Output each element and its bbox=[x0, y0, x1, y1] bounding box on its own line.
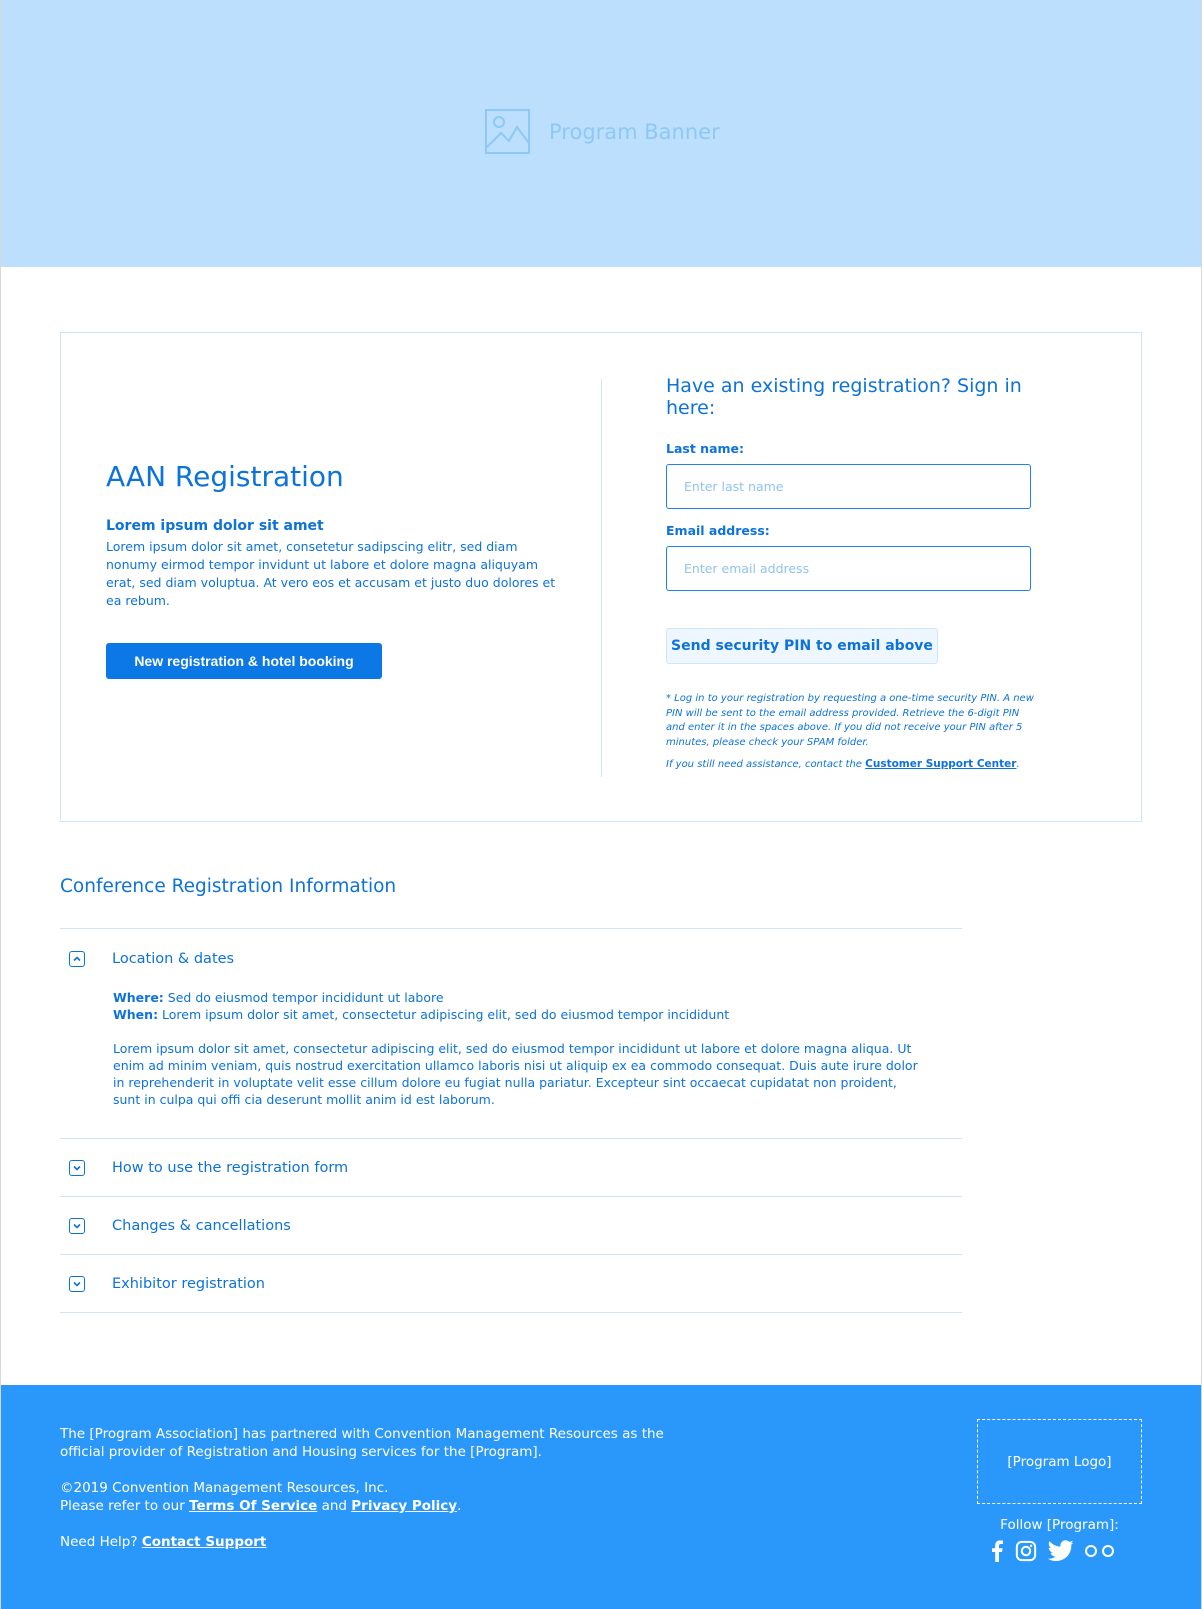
policy-period: . bbox=[457, 1498, 462, 1514]
chevron-down-icon[interactable] bbox=[69, 1160, 85, 1176]
help-line bbox=[60, 1533, 700, 1551]
registration-card bbox=[60, 332, 1142, 822]
assist-end: . bbox=[1016, 759, 1020, 770]
info-accordion bbox=[60, 928, 962, 1313]
send-pin-button[interactable]: Send security PIN to email above bbox=[666, 628, 938, 664]
banner-label: Program Banner bbox=[549, 119, 720, 144]
accordion-label: Exhibitor registration bbox=[112, 1275, 265, 1292]
signin-title: Have an existing registration? Sign in here: bbox=[666, 375, 1022, 419]
accordion-label: How to use the registration form bbox=[112, 1159, 349, 1176]
policy-line bbox=[60, 1497, 700, 1515]
accordion-header-changes[interactable] bbox=[60, 1197, 962, 1254]
pin-note: * Log in to your registration by requesting a one-time security PIN. A new PIN will be sent to the email address provided. Retrieve the 6-digit PIN and enter it in the spaces above. If you did not receive your PIN after 5 minutes, please check your SPAM folder. bbox=[666, 693, 1034, 748]
footer-text bbox=[60, 1425, 700, 1569]
where-value: Sed do eiusmod tempor incididunt ut labore bbox=[163, 990, 444, 1005]
signin-form bbox=[666, 375, 1076, 770]
chevron-down-icon[interactable] bbox=[69, 1218, 85, 1234]
follow-label: Follow [Program]: bbox=[1000, 1517, 1119, 1533]
copyright: ©2019 Convention Management Resources, Inc. bbox=[60, 1480, 389, 1496]
intro-text: Lorem ipsum dolor sit amet, consetetur sadipscing elitr, sed diam nonumy eirmod tempor invidunt ut labore et dolore magna aliquyam erat, sed diam voluptua. At vero eos et accusam et justo duo dolores et ea rebum. bbox=[106, 538, 556, 608]
image-icon bbox=[485, 109, 530, 154]
email-label: Email address: bbox=[666, 523, 770, 538]
terms-link[interactable]: Terms Of Service bbox=[189, 1498, 318, 1514]
intro-subtitle: Lorem ipsum dolor sit amet bbox=[106, 517, 324, 534]
program-banner bbox=[0, 0, 1202, 267]
accordion-label: Location & dates bbox=[112, 951, 235, 967]
help-text: Need Help? bbox=[60, 1534, 142, 1550]
last-name-input[interactable] bbox=[666, 464, 1031, 509]
instagram-icon[interactable] bbox=[1014, 1540, 1038, 1562]
assist-note bbox=[666, 758, 1076, 770]
accordion-item-how-to bbox=[60, 1139, 962, 1197]
when-value: Lorem ipsum dolor sit amet, consectetur adipiscing elit, sed do eiusmod tempor incididunt bbox=[158, 1007, 730, 1022]
last-name-label: Last name: bbox=[666, 441, 745, 456]
when-label: When: bbox=[113, 1007, 159, 1022]
accordion-header-location[interactable] bbox=[60, 929, 962, 989]
where-line bbox=[113, 989, 922, 1006]
registration-intro bbox=[106, 460, 566, 679]
flickr-icon[interactable] bbox=[1084, 1544, 1116, 1558]
facebook-icon[interactable] bbox=[990, 1540, 1004, 1562]
refer-text: Please refer to our bbox=[60, 1498, 190, 1514]
accordion-header-how-to[interactable] bbox=[60, 1139, 962, 1196]
card-divider bbox=[601, 379, 602, 777]
program-logo-placeholder bbox=[977, 1419, 1142, 1504]
contact-support-link[interactable]: Contact Support bbox=[141, 1534, 267, 1550]
email-input[interactable] bbox=[666, 546, 1031, 591]
accordion-item-location bbox=[60, 929, 962, 1139]
when-line bbox=[113, 1006, 922, 1023]
accordion-item-exhibitor bbox=[60, 1255, 962, 1313]
footer bbox=[0, 1385, 1202, 1609]
where-label: Where: bbox=[113, 990, 164, 1005]
banner-placeholder bbox=[485, 109, 720, 154]
twitter-icon[interactable] bbox=[1048, 1540, 1074, 1562]
accordion-body-location bbox=[60, 989, 962, 1138]
privacy-link[interactable]: Privacy Policy bbox=[351, 1498, 458, 1514]
accordion-header-exhibitor[interactable] bbox=[60, 1255, 962, 1312]
chevron-down-icon[interactable] bbox=[69, 1276, 85, 1292]
accordion-item-changes bbox=[60, 1197, 962, 1255]
page-title: AAN Registration bbox=[106, 460, 344, 493]
info-section-title: Conference Registration Information bbox=[60, 876, 397, 897]
customer-support-link[interactable]: Customer Support Center bbox=[865, 758, 1017, 770]
chevron-up-icon[interactable] bbox=[69, 951, 85, 967]
partner-text: The [Program Association] has partnered with Convention Management Resources as the official provider of Registration and Housing services for the [Program]. bbox=[60, 1426, 664, 1460]
social-links bbox=[990, 1540, 1126, 1562]
location-description: Lorem ipsum dolor sit amet, consectetur adipiscing elit, sed do eiusmod tempor incididunt ut labore et dolore magna aliqua. Ut enim ad minim veniam, quis nostrud exercitation ullamco laboris nisi ut aliquip ex ea commodo consequat. Duis aute irure dolor in reprehenderit in voluptate velit esse cillum dolore eu fugiat nulla pariatur. Excepteur sint occaecat cupidatat non proident, sunt in culpa qui offi cia deserunt mollit anim id est laborum. bbox=[113, 1041, 918, 1107]
and-text: and bbox=[317, 1498, 352, 1514]
accordion-label: Changes & cancellations bbox=[112, 1217, 291, 1234]
new-registration-button[interactable]: New registration & hotel booking bbox=[106, 643, 382, 679]
logo-placeholder-text: [Program Logo] bbox=[1007, 1453, 1112, 1470]
assist-text: If you still need assistance, contact the bbox=[666, 759, 866, 770]
